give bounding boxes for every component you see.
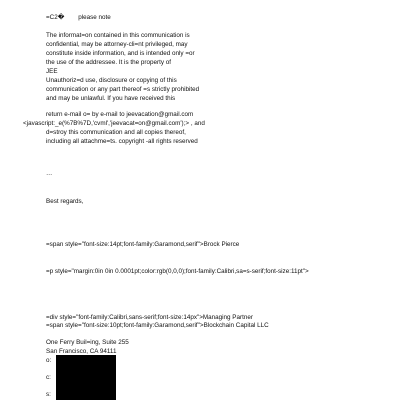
signature-company-code: =span style="font-size:10pt;font-family:Garamond,serif">Blockchain Capital LLC bbox=[46, 322, 269, 329]
signature-paragraph-code: =p style="margin:0in 0in 0.0001pt;color:rgb(0,0,0);font-family:Calibri,sa=s-serif;font-size:11pt"> bbox=[46, 268, 309, 275]
header-line bbox=[46, 14, 111, 22]
header-prefix: =C2� bbox=[46, 14, 65, 21]
return-line: return e-mail o= by e-mail to jeevacation@gmail.com bbox=[46, 111, 194, 118]
redaction-box bbox=[56, 355, 116, 400]
disclaimer-line: the use of the addressee. It is the property of bbox=[46, 59, 171, 66]
disclaimer-line: constitute inside information, and is intended only =or bbox=[46, 50, 195, 57]
contact-label-cell: c: bbox=[46, 374, 51, 381]
return-line: including all attachme=ts. copyright -all rights reserved bbox=[46, 138, 198, 145]
header-note: please note bbox=[78, 14, 111, 21]
disclaimer-line: Unauthoriz=d use, disclosure or copying of this bbox=[46, 77, 177, 84]
disclaimer-line: The informat=on contained in this communication is bbox=[46, 32, 190, 39]
address-line: One Ferry Buil=ing, Suite 255 bbox=[46, 339, 129, 346]
contact-label-other: s: bbox=[46, 391, 51, 398]
signature-name-code: =span style="font-size:14pt;font-family:Garamond,serif">Brock Pierce bbox=[46, 241, 240, 248]
disclaimer-line: and may be unlawful. If you have received this bbox=[46, 95, 176, 102]
disclaimer-line: communication or any part thereof =s strictly prohibited bbox=[46, 86, 200, 93]
signature-title-code: =div style="font-family:Calibri,sans-serif;font-size:14px">Managing Partner bbox=[46, 314, 253, 321]
disclaimer-line: JEE bbox=[46, 68, 58, 75]
return-line: d=stroy this communication and all copies thereof, bbox=[46, 129, 186, 136]
javascript-link[interactable]: <javascript:_e(%7B%7D,'cvml','jeevacat=on@gmail.com');> , and bbox=[23, 120, 205, 127]
closing-text: Best regards, bbox=[46, 198, 84, 205]
disclaimer-line: confidential, may be attorney-cli=nt privileged, may bbox=[46, 41, 188, 48]
contact-label-office: o: bbox=[46, 357, 52, 364]
separator: … bbox=[46, 170, 53, 177]
address-line: San Francisco, CA 94111 bbox=[46, 348, 117, 355]
